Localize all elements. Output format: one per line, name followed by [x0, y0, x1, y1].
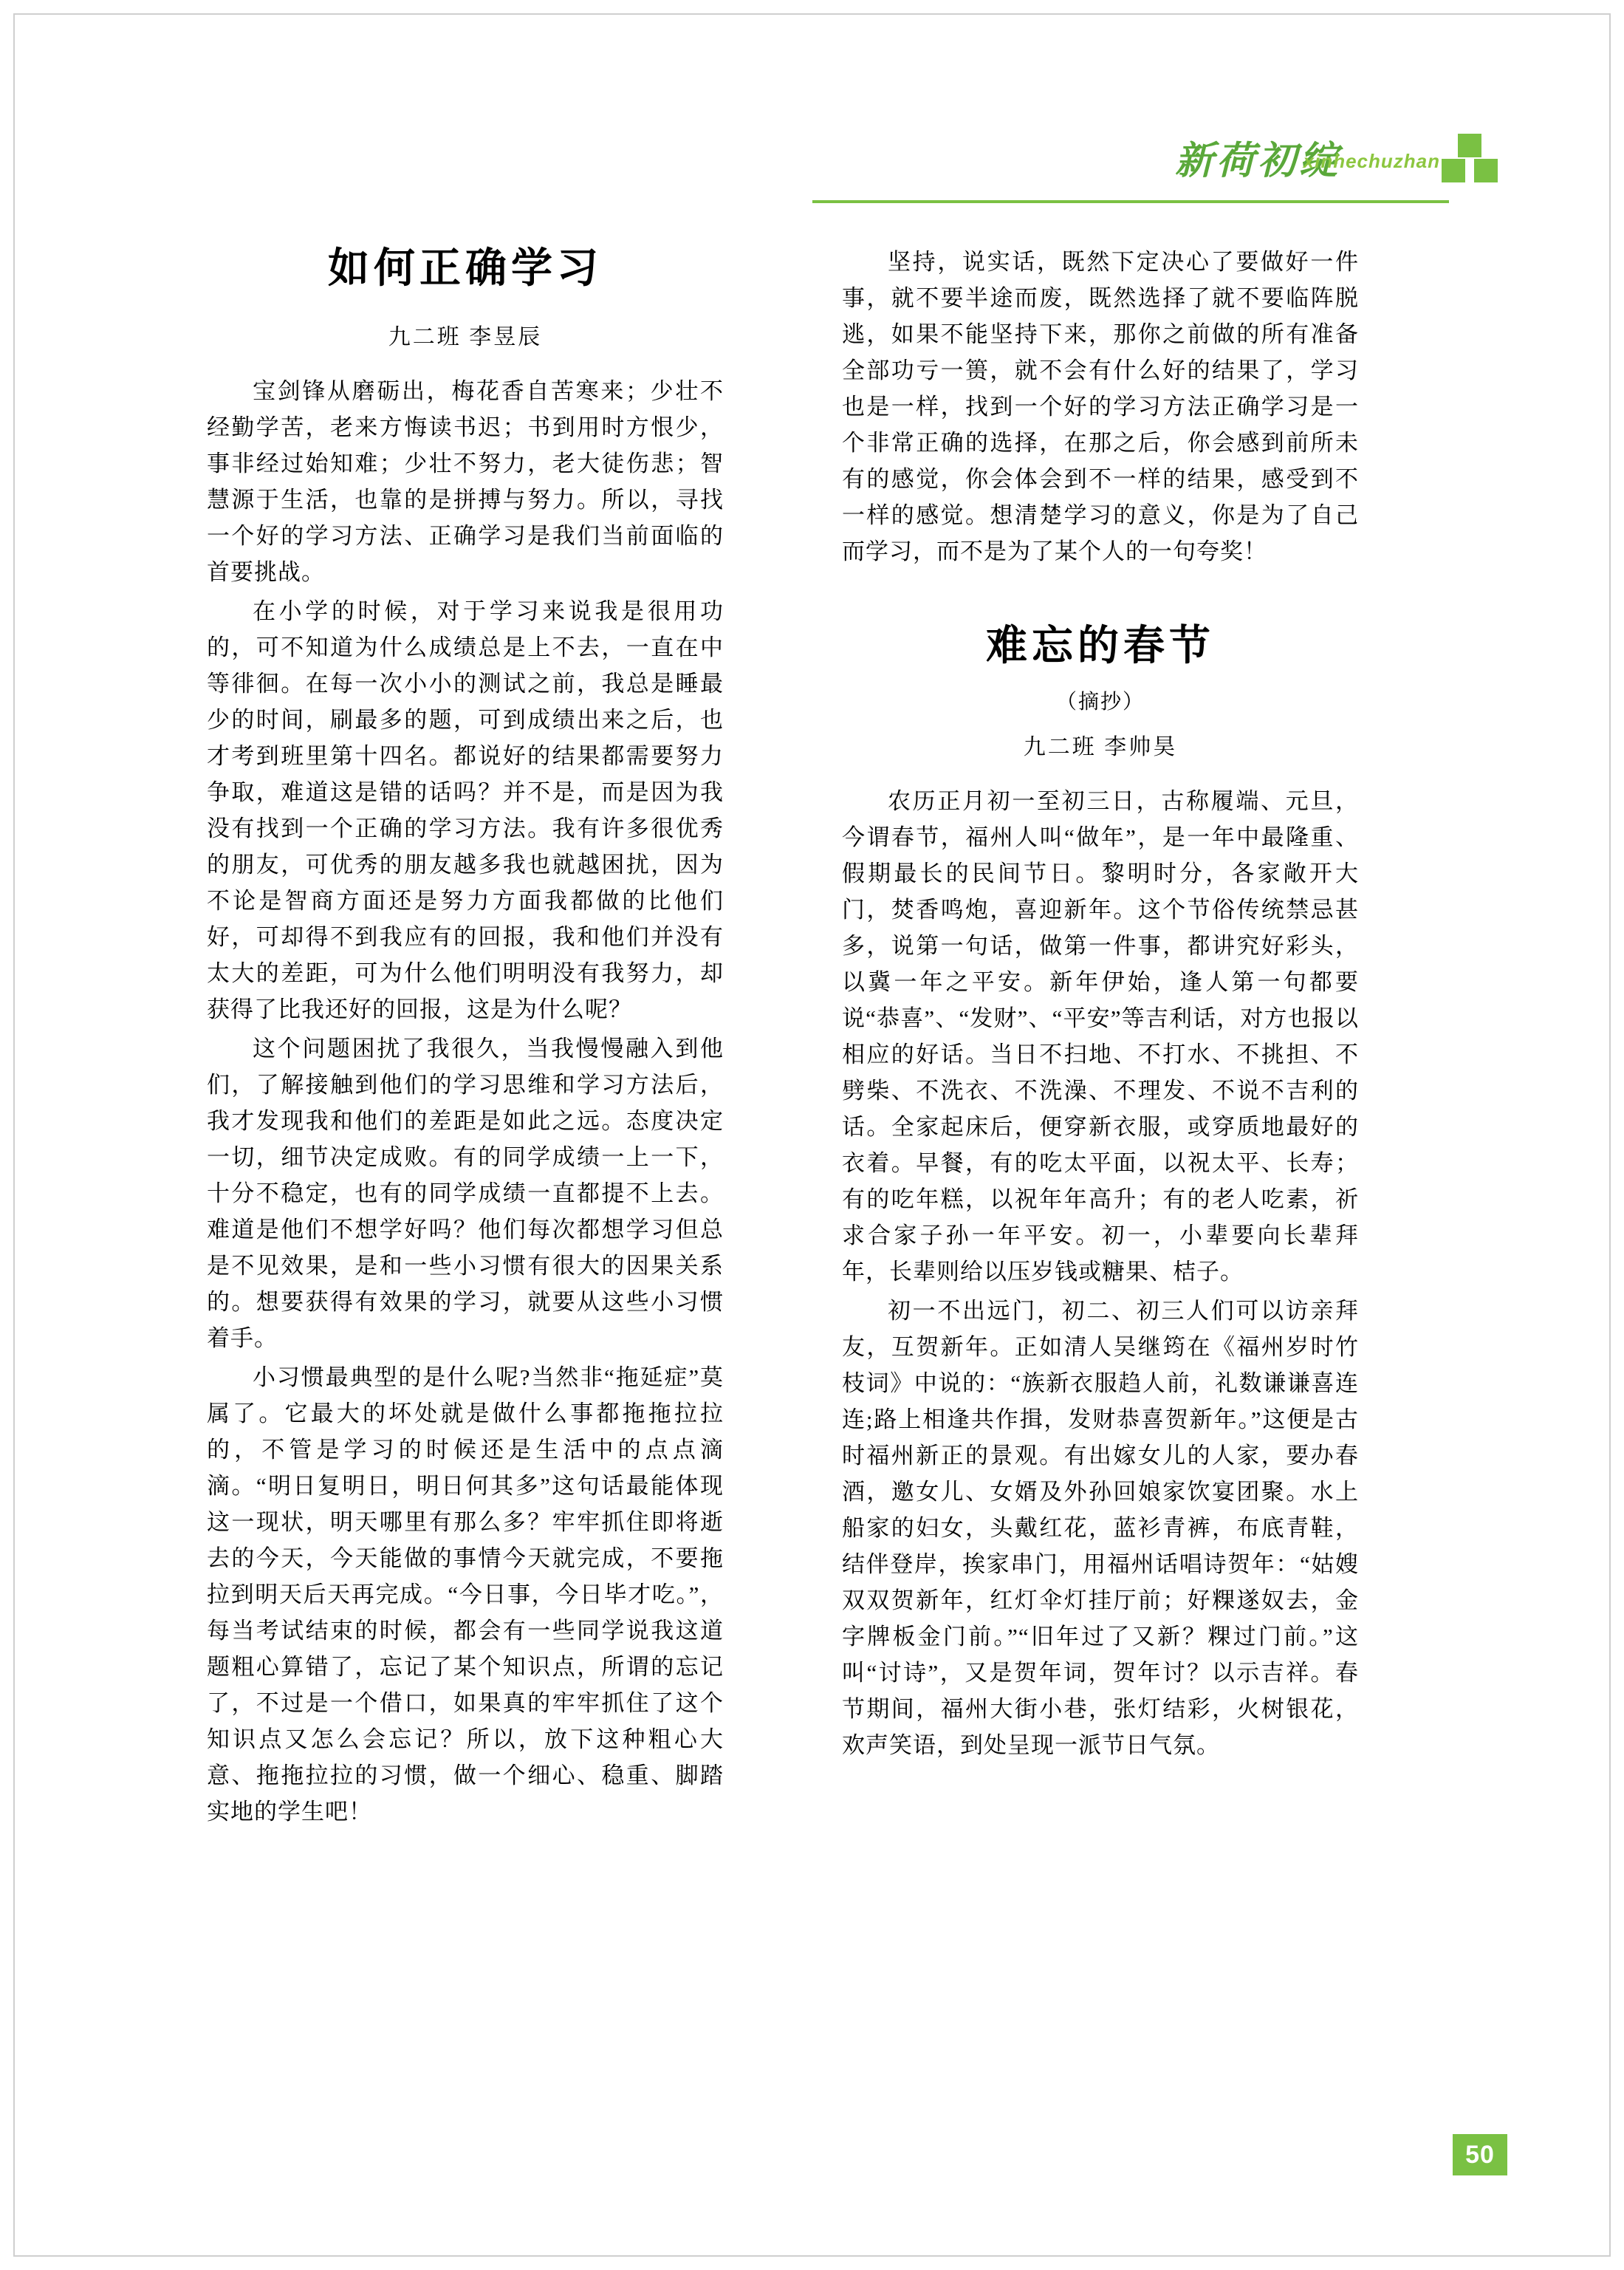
column-left — [207, 244, 724, 1833]
page-header — [812, 129, 1477, 211]
header-decoration-icon — [1442, 134, 1498, 190]
article-2-paragraph: 初一不出远门，初二、初三人们可以访亲拜友，互贺新年。正如清人吴继筠在《福州岁时竹枝词》中说的：“族新衣服趋人前，礼数谦谦喜连连;路上相逢共作揖，发财恭喜贺新年。”这便是古时福州新正的景观。有出嫁女儿的人家，要办春酒，邀女儿、女婿及外孙回娘家饮宴团聚。水上船家的妇女，头戴红花，蓝衫青裤，布底青鞋，结伴登岸，挨家串门，用福州话唱诗贺年：“姑嫂双双贺新年，红灯伞灯挂厅前；好粿遂奴去，金字牌板金门前。”“旧年过了又新？粿过门前。”这叫“讨诗”，又是贺年词，贺年讨？以示吉祥。春节期间，福州大街小巷，张灯结彩，火树银花，欢声笑语，到处呈现一派节日气氛。 — [842, 1298, 1359, 1759]
page-number-badge: 50 — [1453, 2134, 1507, 2175]
header-pinyin: xinhechuzhan — [1303, 150, 1440, 172]
article-2-title: 难忘的春节 — [986, 622, 1215, 670]
article-2-subtitle: （摘抄） — [1055, 691, 1145, 714]
article-1-author: 九二班 李昱辰 — [388, 325, 543, 350]
header-rule — [812, 200, 1449, 203]
column-right — [842, 244, 1359, 1766]
article-1-paragraph: 在小学的时候，对于学习来说我是很用功的，可不知道为什么成绩总是上不去，一直在中等徘徊。在每一次小小的测试之前，我总是睡最少的时间，刷最多的题，可到成绩出来之后，也才考到班里第十四名。都说好的结果都需要努力争取，难道这是错的话吗？并不是，而是因为我没有找到一个正确的学习方法。我有许多很优秀的朋友，可优秀的朋友越多我也就越困扰，因为不论是智商方面还是努力方面我都做的比他们好，可却得不到我应有的回报，我和他们并没有太大的差距，可为什么他们明明没有我努力，却获得了比我还好的回报，这是为什么呢？ — [207, 598, 724, 1023]
article-1-paragraph: 这个问题困扰了我很久，当我慢慢融入到他们，了解接触到他们的学习思维和学习方法后，我才发现我和他们的差距是如此之远。态度决定一切，细节决定成败。有的同学成绩一上一下，十分不稳定，也有的同学成绩一直都提不上去。难道是他们不想学好吗？他们每次都想学习但总是不见效果，是和一些小习惯有很大的因果关系的。想要获得有效果的学习，就要从这些小习惯着手。 — [207, 1036, 724, 1352]
article-2-paragraph: 农历正月初一至初三日，古称履端、元旦，今谓春节，福州人叫“做年”，是一年中最隆重、假期最长的民间节日。黎明时分，各家敞开大门，焚香鸣炮，喜迎新年。这个节俗传统禁忌甚多，说第一句话，做第一件事，都讲究好彩头，以冀一年之平安。新年伊始，逢人第一句都要说“恭喜”、“发财”、“平安”等吉利话，对方也报以相应的好话。当日不扫地、不打水、不挑担、不劈柴、不洗衣、不洗澡、不理发、不说不吉利的话。全家起床后，便穿新衣服，或穿质地最好的衣着。早餐，有的吃太平面，以祝太平、长寿；有的吃年糕，以祝年年高升；有的老人吃素，祈求合家子孙一年平安。初一，小辈要向长辈拜年，长辈则给以压岁钱或糖果、桔子。 — [842, 788, 1359, 1285]
article-1-continuation-paragraph: 坚持，说实话，既然下定决心了要做好一件事，就不要半途而废，既然选择了就不要临阵脱逃，如果不能坚持下来，那你之前做的所有准备全部功亏一篑，就不会有什么好的结果了，学习也是一样，找到一个好的学习方法正确学习是一个非常正确的选择，在那之后，你会感到前所未有的感觉，你会体会到不一样的结果，感受到不一样的感觉。想清楚学习的意义，你是为了自己而学习，而不是为了某个人的一句夸奖！ — [842, 249, 1359, 564]
article-1-paragraph: 小习惯最典型的是什么呢?当然非“拖延症”莫属了。它最大的坏处就是做什么事都拖拖拉拉的，不管是学习的时候还是生活中的点点滴滴。“明日复明日，明日何其多”这句话最能体现这一现状，明天哪里有那么多？牢牢抓住即将逝去的今天，今天能做的事情今天就完成，不要拖拉到明天后天再完成。“今日事，今日毕才吃。”，每当考试结束的时候，都会有一些同学说我这道题粗心算错了，忘记了某个知识点，所谓的忘记了，不过是一个借口，如果真的牢牢抓住了这个知识点又怎么会忘记？所以，放下这种粗心大意、拖拖拉拉的习惯，做一个细心、稳重、脚踏实地的学生吧！ — [207, 1364, 724, 1825]
header-title: 新荷初绽 — [1174, 139, 1340, 183]
article-1-paragraph: 宝剑锋从磨砺出，梅花香自苦寒来；少壮不经勤学苦，老来方悔读书迟；书到用时方恨少，事非经过始知难；少壮不努力，老大徒伤悲；智慧源于生活，也靠的是拼搏与努力。所以，寻找一个好的学习方法、正确学习是我们当前面临的首要挑战。 — [207, 378, 724, 586]
article-2-author: 九二班 李帅昊 — [1023, 735, 1178, 760]
article-1-title: 如何正确学习 — [328, 245, 603, 293]
